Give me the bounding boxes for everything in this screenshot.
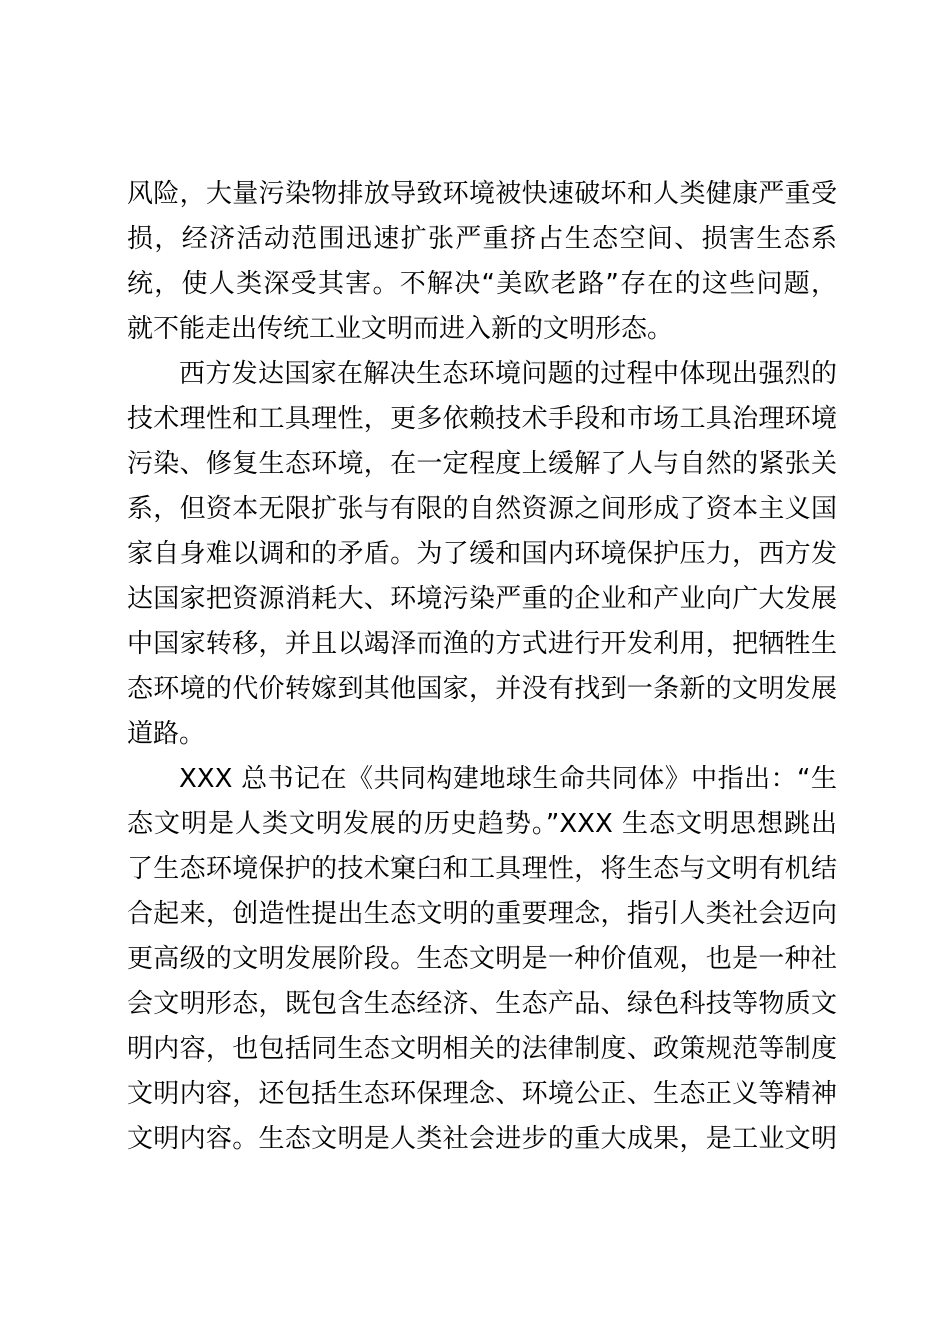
paragraph-1 [127,172,837,352]
text-line: 西方发达国家在解决生态环境问题的过程中体现出强烈的 [179,359,837,389]
text-line: 会文明形态，既包含生态经济、生态产品、绿色科技等物质文 [127,989,837,1019]
text-line: 家自身难以调和的矛盾。为了缓和国内环境保护压力，西方发 [127,539,837,569]
text-line: 风险，大量污染物排放导致环境被快速破坏和人类健康严重受 [127,179,837,209]
paragraph-2 [127,352,837,757]
text-line: 明内容，也包括同生态文明相关的法律制度、政策规范等制度 [127,1034,837,1064]
text-line: 了生态环境保护的技术窠臼和工具理性，将生态与文明有机结 [127,854,837,884]
text-line: 污染、修复生态环境，在一定程度上缓解了人与自然的紧张关 [127,449,837,479]
text-line: XXX 总书记在《共同构建地球生命共同体》中指出：“生 [179,764,837,794]
text-line: 技术理性和工具理性，更多依赖技术手段和市场工具治理环境 [127,404,837,434]
text-line: 合起来，创造性提出生态文明的重要理念，指引人类社会迈向 [127,899,837,929]
text-line: 文明内容，还包括生态环保理念、环境公正、生态正义等精神 [127,1079,837,1109]
text-line: 损，经济活动范围迅速扩张严重挤占生态空间、损害生态系 [127,224,837,254]
text-line: 统，使人类深受其害。不解决“美欧老路”存在的这些问题， [127,269,837,299]
text-line: 更高级的文明发展阶段。生态文明是一种价值观，也是一种社 [127,944,837,974]
paragraph-3 [127,757,837,1162]
text-line: 态文明是人类文明发展的历史趋势。”XXX 生态文明思想跳出 [127,809,837,839]
text-line: 系，但资本无限扩张与有限的自然资源之间形成了资本主义国 [127,494,837,524]
text-line: 达国家把资源消耗大、环境污染严重的企业和产业向广大发展 [127,584,837,614]
text-line: 文明内容。生态文明是人类社会进步的重大成果，是工业文明 [127,1124,837,1154]
text-line: 态环境的代价转嫁到其他国家，并没有找到一条新的文明发展 [127,674,837,704]
text-line: 道路。 [127,719,206,749]
text-line: 就不能走出传统工业文明而进入新的文明形态。 [127,314,674,344]
document-body [127,172,837,1162]
text-line: 中国家转移，并且以竭泽而渔的方式进行开发利用，把牺牲生 [127,629,837,659]
